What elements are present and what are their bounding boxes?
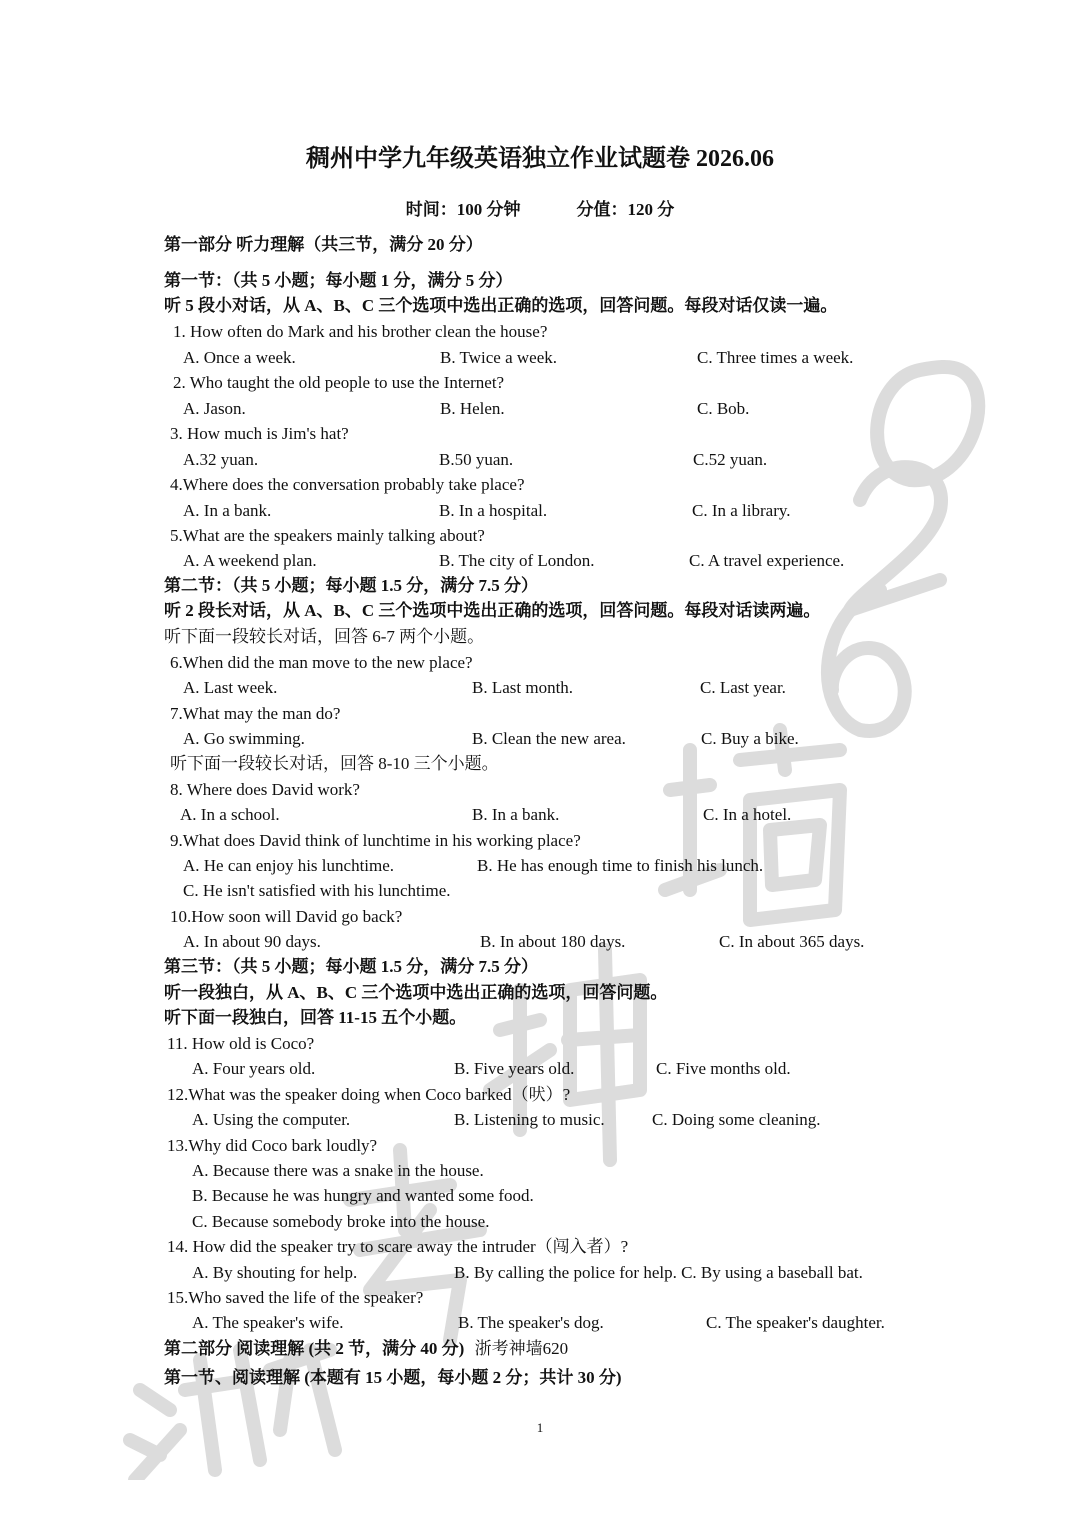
q11-option-a: A. Four years old. (192, 1059, 316, 1078)
section1-instruction: 听 5 段小对话，从 A、B、C 三个选项中选出正确的选项，回答问题。每段对话仅读一遍。 (164, 296, 838, 315)
part1-heading: 第一部分 听力理解（共三节，满分 20 分） (164, 235, 483, 254)
q12-option-c: C. Doing some cleaning. (652, 1110, 821, 1129)
q14-option-bc: B. By calling the police for help. C. By using a baseball bat. (454, 1263, 863, 1282)
q6-option-b: B. Last month. (472, 678, 574, 697)
q4-option-b: B. In a hospital. (439, 501, 548, 520)
q1-option-a: A. Once a week. (183, 348, 296, 367)
part2-heading-extra: 浙考神墙620 (474, 1339, 569, 1358)
q4-option-a: A. In a bank. (183, 501, 272, 520)
q3-option-a: A.32 yuan. (183, 450, 259, 469)
section3-note: 听下面一段独白，回答 11-15 五个小题。 (164, 1008, 467, 1027)
part2-heading: 第二部分 阅读理解 (共 2 节，满分 40 分) (164, 1339, 465, 1358)
question-6: 6.When did the man move to the new place? (170, 653, 473, 672)
question-10: 10.How soon will David go back? (170, 907, 403, 926)
question-9: 9.What does David think of lunchtime in his working place? (170, 831, 581, 850)
q9-option-c: C. He isn't satisfied with his lunchtime. (183, 881, 451, 900)
section1-heading: 第一节：（共 5 小题；每小题 1 分，满分 5 分） (164, 271, 513, 290)
q8-option-c: C. In a hotel. (703, 805, 792, 824)
exam-score: 分值：120 分 (576, 200, 675, 219)
q2-option-c: C. Bob. (697, 399, 750, 418)
exam-meta (0, 201, 1080, 218)
q3-option-b: B.50 yuan. (439, 450, 514, 469)
exam-title: 稠州中学九年级英语独立作业试题卷 2026.06 (306, 146, 774, 172)
q1-option-c: C. Three times a week. (697, 348, 854, 367)
section2-note-1: 听下面一段较长对话，回答 6-7 两个小题。 (164, 627, 485, 646)
section2-heading: 第二节：（共 5 小题；每小题 1.5 分，满分 7.5 分） (164, 576, 538, 595)
q15-option-c: C. The speaker's daughter. (706, 1313, 885, 1332)
section3-instruction: 听一段独白，从 A、B、C 三个选项中选出正确的选项，回答问题。 (164, 983, 668, 1002)
q7-option-a: A. Go swimming. (183, 729, 305, 748)
question-1: 1. How often do Mark and his brother clean the house? (173, 322, 548, 341)
q12-option-a: A. Using the computer. (192, 1110, 351, 1129)
part2-section1-heading: 第一节、阅读理解 (本题有 15 小题，每小题 2 分；共计 30 分) (164, 1368, 622, 1387)
q8-option-a: A. In a school. (180, 805, 280, 824)
q2-option-a: A. Jason. (183, 399, 246, 418)
page-number: 1 (536, 1420, 544, 1435)
question-14: 14. How did the speaker try to scare away the intruder（闯入者）? (167, 1237, 629, 1256)
section2-note-2: 听下面一段较长对话，回答 8-10 三个小题。 (170, 754, 499, 773)
question-2: 2. Who taught the old people to use the Internet? (173, 373, 505, 392)
q15-option-b: B. The speaker's dog. (458, 1313, 604, 1332)
q13-option-b: B. Because he was hungry and wanted some food. (192, 1186, 534, 1205)
q14-option-a: A. By shouting for help. (192, 1263, 358, 1282)
q10-option-c: C. In about 365 days. (719, 932, 865, 951)
q7-option-b: B. Clean the new area. (472, 729, 626, 748)
q6-option-a: A. Last week. (183, 678, 278, 697)
q13-option-a: A. Because there was a snake in the house. (192, 1161, 484, 1180)
q15-option-a: A. The speaker's wife. (192, 1313, 344, 1332)
q5-option-b: B. The city of London. (439, 551, 595, 570)
q8-option-b: B. In a bank. (472, 805, 560, 824)
question-12: 12.What was the speaker doing when Coco barked（吠）? (167, 1085, 571, 1104)
section2-instruction: 听 2 段长对话，从 A、B、C 三个选项中选出正确的选项，回答问题。每段对话读两遍。 (164, 601, 821, 620)
question-8: 8. Where does David work? (170, 780, 360, 799)
q1-option-b: B. Twice a week. (440, 348, 557, 367)
q11-option-c: C. Five months old. (656, 1059, 791, 1078)
q10-option-b: B. In about 180 days. (480, 932, 626, 951)
q11-option-b: B. Five years old. (454, 1059, 575, 1078)
q4-option-c: C. In a library. (692, 501, 791, 520)
question-5: 5.What are the speakers mainly talking about? (170, 526, 485, 545)
q2-option-b: B. Helen. (440, 399, 505, 418)
question-3: 3. How much is Jim's hat? (170, 424, 349, 443)
q9-option-b: B. He has enough time to finish his lunch. (477, 856, 764, 875)
q3-option-c: C.52 yuan. (693, 450, 768, 469)
part2-heading-line (164, 1340, 568, 1357)
section3-heading: 第三节：（共 5 小题；每小题 1.5 分，满分 7.5 分） (164, 957, 538, 976)
q5-option-c: C. A travel experience. (689, 551, 845, 570)
question-11: 11. How old is Coco? (167, 1034, 315, 1053)
q5-option-a: A. A weekend plan. (183, 551, 317, 570)
q6-option-c: C. Last year. (700, 678, 786, 697)
question-13: 13.Why did Coco bark loudly? (167, 1136, 378, 1155)
question-7: 7.What may the man do? (170, 704, 341, 723)
q10-option-a: A. In about 90 days. (183, 932, 321, 951)
q13-option-c: C. Because somebody broke into the house. (192, 1212, 490, 1231)
question-15: 15.Who saved the life of the speaker? (167, 1288, 424, 1307)
q7-option-c: C. Buy a bike. (701, 729, 799, 748)
q12-option-b: B. Listening to music. (454, 1110, 605, 1129)
question-4: 4.Where does the conversation probably take place? (170, 475, 525, 494)
q9-option-a: A. He can enjoy his lunchtime. (183, 856, 395, 875)
exam-time: 时间：100 分钟 (405, 200, 521, 219)
